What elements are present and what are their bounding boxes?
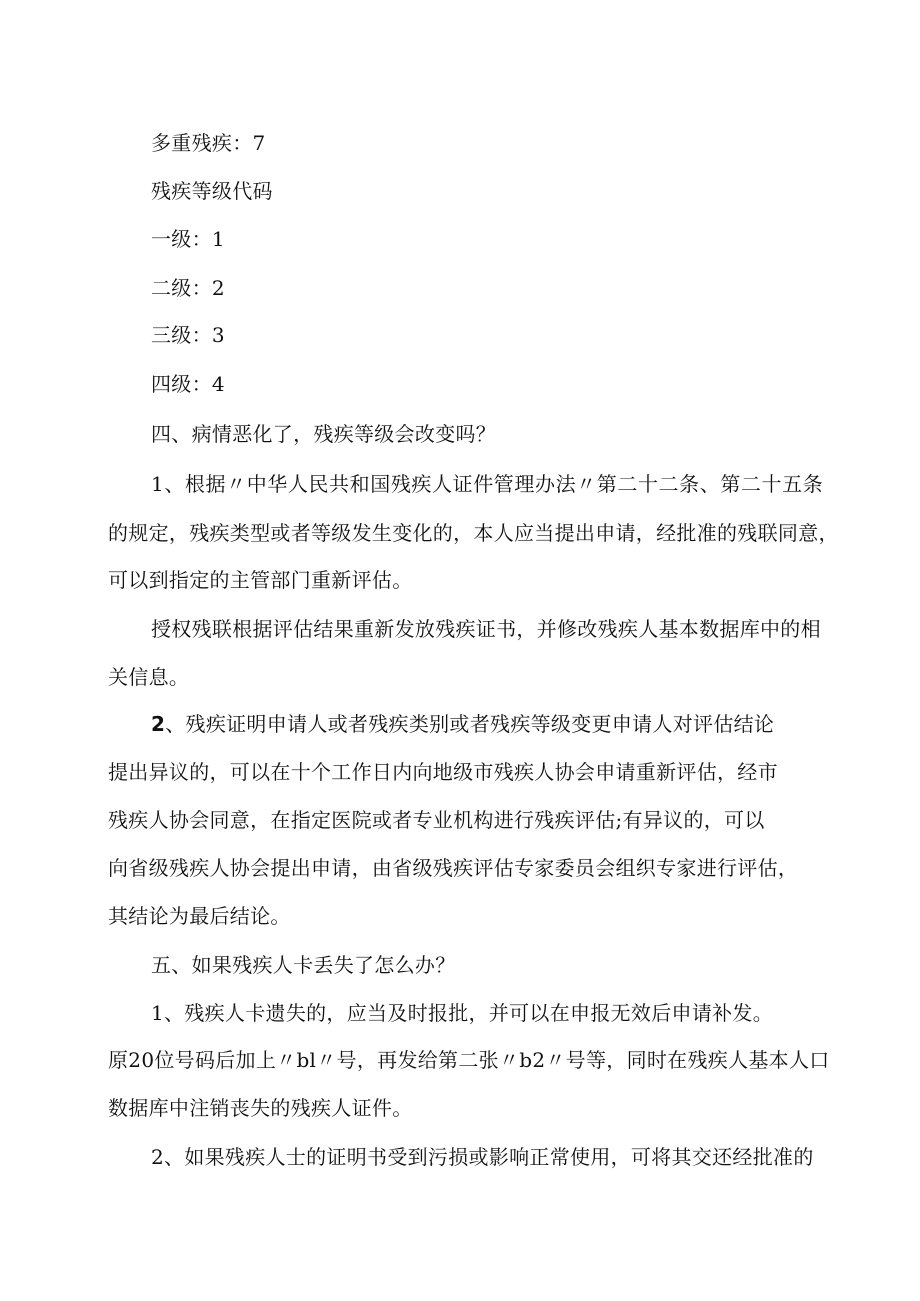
section-5-paragraph-1-line-2: 原20位号码后加上〃bl〃号，再发给第二张〃b2〃号等，同时在残疾人基本人口 bbox=[108, 1048, 830, 1072]
section-4-paragraph-3-line-3: 残疾人协会同意，在指定医院或者专业机构进行残疾评估;有异议的，可以 bbox=[108, 808, 765, 832]
section-4-paragraph-3-line-2: 提出异议的，可以在十个工作日内向地级市残疾人协会申请重新评估，经市 bbox=[108, 760, 778, 784]
line-text: 、残疾证明申请人或者残疾类别或者残疾等级变更申请人对评估结论 bbox=[165, 712, 775, 736]
section-4-paragraph-1-line-2: 的规定，残疾类型或者等级发生变化的，本人应当提出申请，经批准的残联同意， bbox=[108, 521, 839, 545]
section-4-paragraph-1-line-1: 1、根据〃中华人民共和国残疾人证件管理办法〃第二十二条、第二十五条 bbox=[151, 472, 823, 496]
grade-4-code: 四级：4 bbox=[151, 372, 225, 396]
section-4-paragraph-3-line-5: 其结论为最后结论。 bbox=[108, 904, 291, 928]
section-5-heading: 五、如果残疾人卡丢失了怎么办？ bbox=[151, 953, 456, 977]
section-4-paragraph-2-line-1: 授权残联根据评估结果重新发放残疾证书，并修改残疾人基本数据库中的相 bbox=[151, 617, 821, 641]
section-5-paragraph-2-line-1: 2、如果残疾人士的证明书受到污损或影响正常使用，可将其交还经批准的 bbox=[151, 1145, 814, 1169]
grade-1-code: 一级：1 bbox=[151, 227, 225, 251]
section-4-heading: 四、病情恶化了，残疾等级会改变吗？ bbox=[151, 422, 497, 446]
grade-code-heading: 残疾等级代码 bbox=[151, 179, 273, 203]
section-4-paragraph-3-line-4: 向省级残疾人协会提出申请，由省级残疾评估专家委员会组织专家进行评估， bbox=[108, 856, 799, 880]
section-5-paragraph-1-line-3: 数据库中注销丧失的残疾人证件。 bbox=[108, 1096, 413, 1120]
section-4-paragraph-3-line-1 bbox=[151, 712, 774, 736]
section-4-paragraph-1-line-3: 可以到指定的主管部门重新评估。 bbox=[108, 568, 413, 592]
section-5-paragraph-1-line-1: 1、残疾人卡遗失的，应当及时报批，并可以在申报无效后申请补发。 bbox=[151, 1001, 774, 1025]
grade-3-code: 三级：3 bbox=[151, 323, 225, 347]
grade-2-code: 二级：2 bbox=[151, 276, 225, 300]
item-number: 2 bbox=[151, 712, 166, 736]
section-4-paragraph-2-line-2: 关信息。 bbox=[108, 665, 190, 689]
multi-disability-code: 多重残疾：7 bbox=[151, 131, 266, 155]
